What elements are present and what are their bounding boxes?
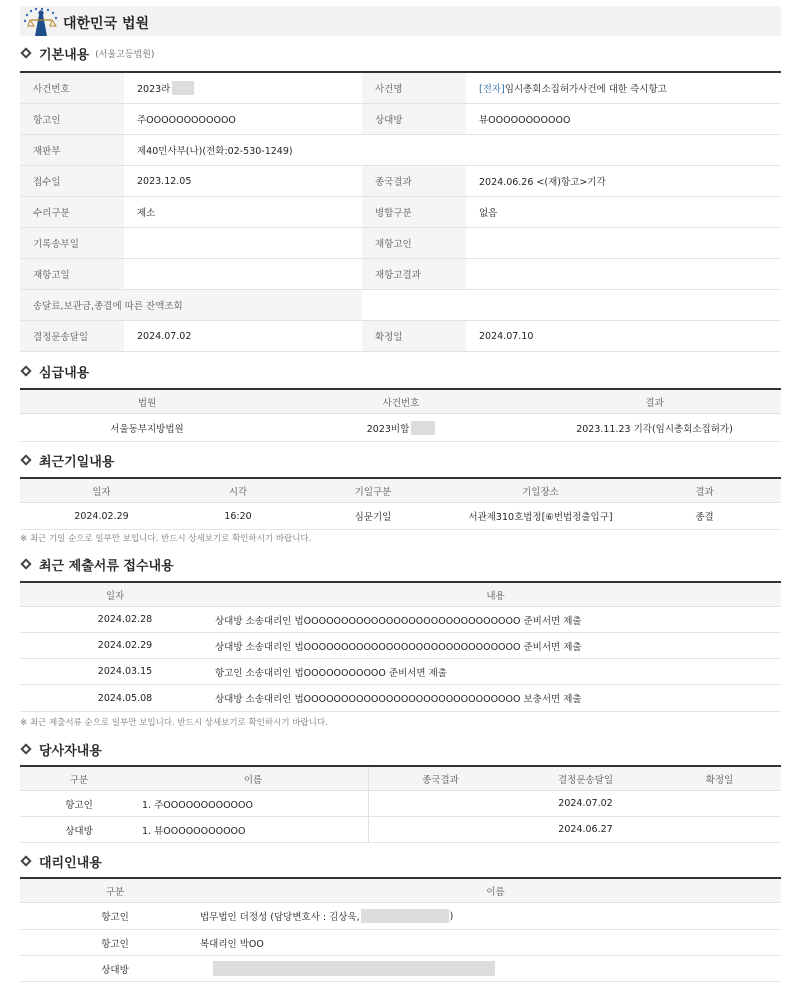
agents-table-header [20, 879, 781, 903]
finalized-date-value: 2024.07.10 [479, 330, 534, 342]
party-type: 항고인 [65, 799, 93, 811]
label: 재항고인 [362, 228, 466, 258]
label: 수리구분 [20, 197, 124, 227]
filing-date: 2024.03.15 [97, 666, 153, 677]
section-heading: 기본내용 [39, 47, 90, 63]
appellant-value: 주OOOOOOOOOOOO [137, 115, 236, 126]
label: 기록송부일 [20, 228, 124, 258]
col-header: 일자 [92, 486, 111, 498]
site-header [20, 6, 781, 36]
lower-section-title [20, 362, 89, 380]
agent-type: 항고인 [101, 938, 129, 950]
re-appeal-result-value [466, 259, 781, 289]
filing-content: 상대방 소송대리인 법OOOOOOOOOOOOOOOOOOOOOOOOOOOOO 보충서면 제출 [215, 694, 582, 705]
hearing-type: 심문기일 [354, 512, 392, 523]
col-header: 종국결과 [422, 774, 459, 786]
col-header: 법원 [137, 397, 157, 409]
basic-section-title [20, 44, 154, 62]
agent-name: 복대리인 박OO [200, 938, 264, 950]
final-result-value: 2024.06.26 <(재)항고>기각 [479, 177, 606, 188]
agent-type: 상대방 [101, 964, 129, 976]
redacted-block [213, 961, 495, 976]
label: 상대방 [362, 104, 466, 134]
table-row [20, 817, 781, 843]
col-header: 구분 [69, 774, 89, 786]
basic-row-record-sent [20, 228, 781, 259]
label: 종국결과 [362, 166, 466, 196]
filing-content: 상대방 소송대리인 법OOOOOOOOOOOOOOOOOOOOOOOOOOOOO 준비서면 제출 [215, 615, 582, 627]
section-heading: 대리인내용 [39, 855, 102, 871]
party-final-date [658, 817, 781, 842]
filing-content: 상대방 소송대리인 법OOOOOOOOOOOOOOOOOOOOOOOOOOOOO 준비서면 제출 [215, 641, 582, 653]
col-header: 결정문송달일 [557, 774, 614, 786]
label: 접수일 [20, 166, 124, 196]
hearing-date: 2024.02.29 [74, 510, 129, 522]
table-row [20, 414, 781, 442]
section-heading: 최근기일내용 [39, 454, 115, 470]
col-header: 이름 [243, 774, 263, 786]
label: 병합구분 [362, 197, 466, 227]
party-name: 1. 뷰OOOOOOOOOOO [142, 825, 246, 837]
label: 재항고일 [20, 259, 124, 289]
basic-row-received [20, 166, 781, 197]
table-row [20, 503, 781, 530]
site-title[interactable]: 대한민국 법원 [63, 16, 150, 32]
table-row [20, 930, 781, 956]
col-header: 내용 [486, 590, 505, 602]
lower-result: 2023.11.23 기각(임시총회소집허가) [576, 423, 733, 435]
basic-row-balance-inquiry [20, 290, 781, 321]
label: 항고인 [20, 104, 124, 134]
section-heading: 당사자내용 [39, 743, 102, 759]
label: 사건명 [362, 73, 466, 103]
agent-type: 항고인 [101, 912, 129, 923]
table-row [20, 659, 781, 685]
col-header: 시각 [228, 486, 248, 498]
party-result [368, 817, 513, 842]
party-result [368, 791, 513, 816]
filing-content: 항고인 소송대리인 법OOOOOOOOOOO 준비서면 제출 [215, 667, 447, 679]
label: 확정일 [362, 321, 466, 351]
basic-row-re-appeal [20, 259, 781, 290]
col-header: 일자 [105, 590, 125, 602]
filings-note: ※ 최근 제출서류 순으로 일부만 보입니다. 반드시 상세보기로 확인하시기 바랍니다. [20, 718, 328, 728]
redacted-block [172, 81, 194, 95]
label: 재항고결과 [362, 259, 466, 289]
hearing-table-header [20, 479, 781, 503]
filing-date: 2024.02.29 [97, 640, 153, 651]
table-row [20, 685, 781, 712]
party-final-date [658, 791, 781, 816]
party-served-date: 2024.07.02 [558, 798, 613, 809]
redacted-block [411, 421, 435, 435]
col-header: 이름 [486, 886, 505, 898]
re-appellant-value [466, 228, 781, 258]
diamond-bullet-icon [20, 365, 31, 376]
basic-row-decision [20, 321, 781, 352]
hearing-section-title [20, 451, 114, 469]
agents-section-title [20, 852, 102, 870]
case-name-value: [전자] 임시총회소집허가사건에 대한 즉시항고 [466, 73, 781, 103]
lower-case-number[interactable]: 2023비합 [274, 414, 528, 441]
table-row [20, 903, 781, 930]
basic-row-parties [20, 104, 781, 135]
division-value: 제40민사부(나)(전화:02-530-1249) [137, 146, 293, 157]
col-header: 기일구분 [354, 486, 392, 498]
hearing-place: 서관제310호법정[⑥번법정출입구] [468, 512, 613, 523]
court-name: (서울고등법원) [95, 49, 155, 60]
hearing-time: 16:20 [224, 510, 252, 522]
basic-row-division [20, 135, 781, 166]
table-row [20, 633, 781, 659]
table-row [20, 607, 781, 633]
redacted-block [361, 909, 449, 923]
merge-type-value: 없음 [479, 208, 498, 219]
case-number-value: 2023라 [124, 73, 362, 103]
table-row [20, 956, 781, 982]
received-date-value: 2023.12.05 [137, 175, 192, 187]
party-served-date: 2024.06.27 [558, 824, 613, 835]
label: 사건번호 [20, 73, 124, 103]
record-sent-value [124, 228, 362, 258]
parties-table-header [20, 767, 781, 791]
col-header: 구분 [105, 886, 125, 898]
hearing-result: 종결 [695, 512, 714, 523]
lower-table-header [20, 390, 781, 414]
section-heading: 최근 제출서류 접수내용 [39, 558, 174, 574]
label: 결정문송달일 [20, 321, 124, 351]
table-row [20, 791, 781, 817]
filings-section-title [20, 555, 174, 573]
col-header: 확정일 [705, 774, 734, 786]
col-header: 결과 [695, 486, 714, 498]
balance-inquiry-link[interactable]: 송달료,보관금,종결에 따른 잔액조회 [20, 290, 362, 320]
filing-date: 2024.05.08 [97, 692, 153, 704]
agent-name: 법무법인 더정성 (담당변호사 : 김상욱, ) [200, 910, 454, 923]
electronic-tag: [전자] [479, 84, 505, 95]
lower-court: 서울동부지방법원 [110, 423, 184, 435]
diamond-bullet-icon [20, 454, 31, 465]
basic-row-acceptance [20, 197, 781, 228]
diamond-bullet-icon [20, 855, 31, 866]
col-header: 결과 [645, 397, 664, 409]
empty-cell [362, 290, 781, 320]
hearing-note: ※ 최근 기일 순으로 일부만 보입니다. 반드시 상세보기로 확인하시기 바랍니다. [20, 534, 312, 544]
party-name: 1. 주OOOOOOOOOOOO [142, 799, 253, 811]
party-type: 상대방 [65, 825, 93, 837]
respondent-value: 뷰OOOOOOOOOOO [479, 115, 571, 126]
parties-section-title [20, 740, 102, 758]
filings-table-header [20, 583, 781, 607]
col-header: 기일장소 [522, 486, 559, 498]
filing-date: 2024.02.28 [97, 614, 153, 625]
label: 재판부 [20, 135, 124, 165]
re-appeal-date-value [124, 259, 362, 289]
decision-served-value: 2024.07.02 [137, 330, 192, 342]
court-logo-icon[interactable] [22, 6, 60, 40]
acceptance-type-value: 제소 [137, 208, 156, 219]
section-heading: 심급내용 [39, 365, 90, 381]
col-header: 사건번호 [382, 397, 420, 409]
agent-name [213, 956, 781, 981]
diamond-bullet-icon [20, 47, 31, 58]
diamond-bullet-icon [20, 743, 31, 754]
basic-row-case-number [20, 73, 781, 104]
diamond-bullet-icon [20, 558, 31, 569]
